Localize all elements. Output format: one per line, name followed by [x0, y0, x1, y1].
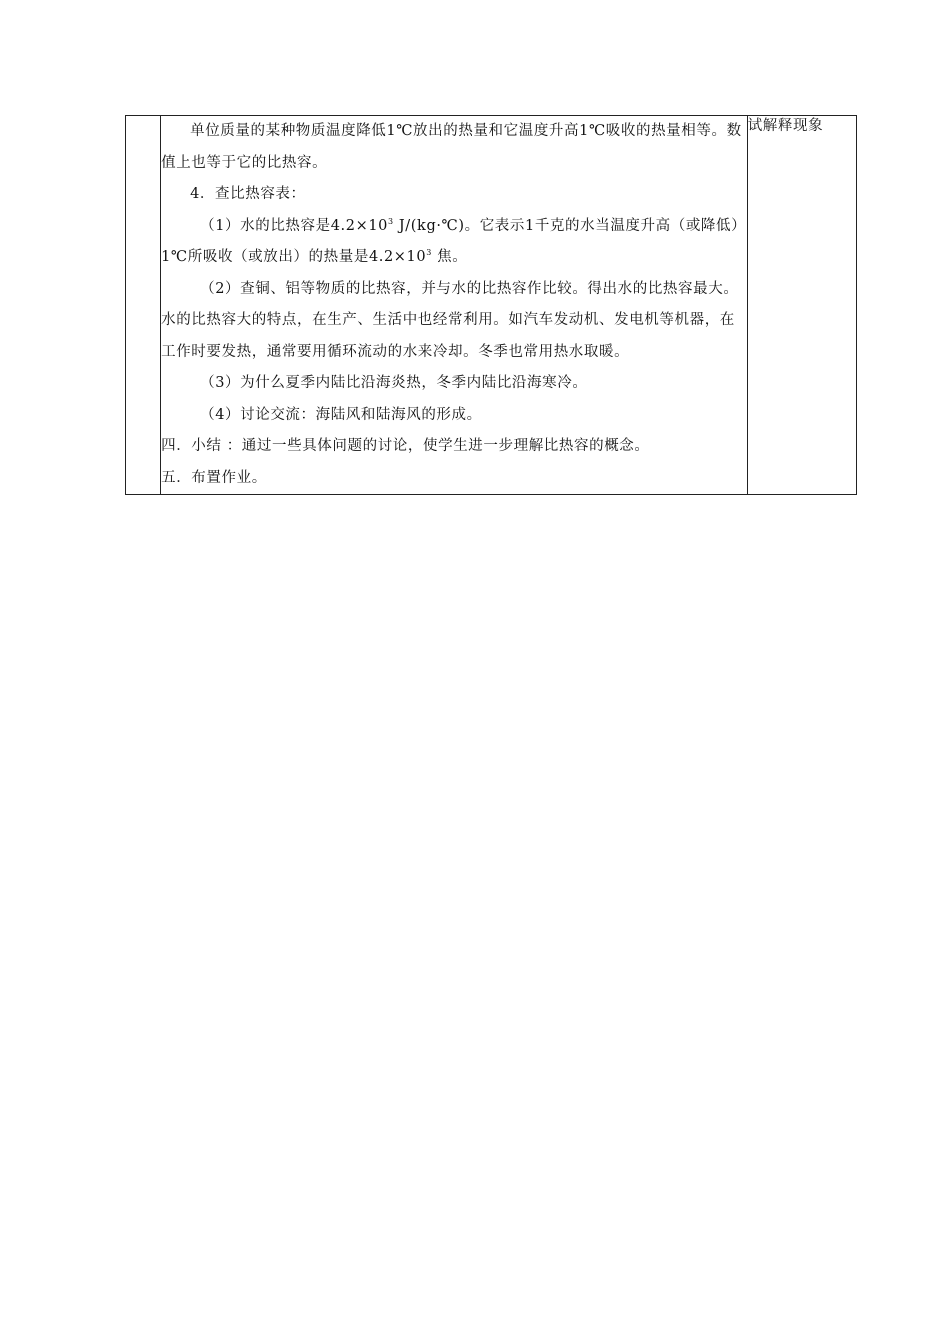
paragraph-question-climate: （3）为什么夏季内陆比沿海炎热，冬季内陆比沿海寒冷。 — [200, 375, 588, 391]
paragraph-compare-metals: （2）查铜、铝等物质的比热容，并与水的比热容作比较。得出水的比热容最大。水的比热容大的特点，在生产、生活中也经常利用。如汽车发动机、发电机等机器，在工作时要发热，通常要用循环流动的水来冷却。冬季也常用热水取暖。 — [161, 280, 739, 360]
table-row — [126, 116, 857, 495]
exponent-2: 3 — [426, 248, 432, 258]
lesson-plan-table — [125, 115, 857, 495]
note-explain-phenomena: 试解释现象 — [747, 118, 824, 134]
left-margin-cell — [126, 116, 161, 495]
water-heat-text-2: J/(kg·℃)。它表示1千克的水当温度升高（或降低）1℃所吸收（或放出）的热量是4.2×10 — [161, 217, 747, 265]
content-cell — [161, 116, 748, 495]
exponent-1: 3 — [387, 216, 394, 226]
paragraph-summary: 四．小结 ：通过一些具体问题的讨论，使学生进一步理解比热容的概念。 — [161, 438, 650, 454]
water-heat-text-1: （1）水的比热容是4.2×10 — [200, 217, 388, 234]
paragraph-homework: 五．布置作业。 — [161, 469, 267, 486]
paragraph-specific-heat-definition: 单位质量的某种物质温度降低1℃放出的热量和它温度升高1℃吸收的热量相等。数值上也等于它的比热容。 — [161, 123, 742, 171]
notes-cell — [747, 116, 856, 495]
paragraph-heading-table: 4．查比热容表： — [190, 186, 306, 202]
paragraph-discussion: （4）讨论交流：海陆风和陆海风的形成。 — [200, 406, 482, 423]
water-heat-text-3: 焦。 — [431, 249, 468, 265]
paragraph-water-specific-heat — [161, 211, 747, 274]
